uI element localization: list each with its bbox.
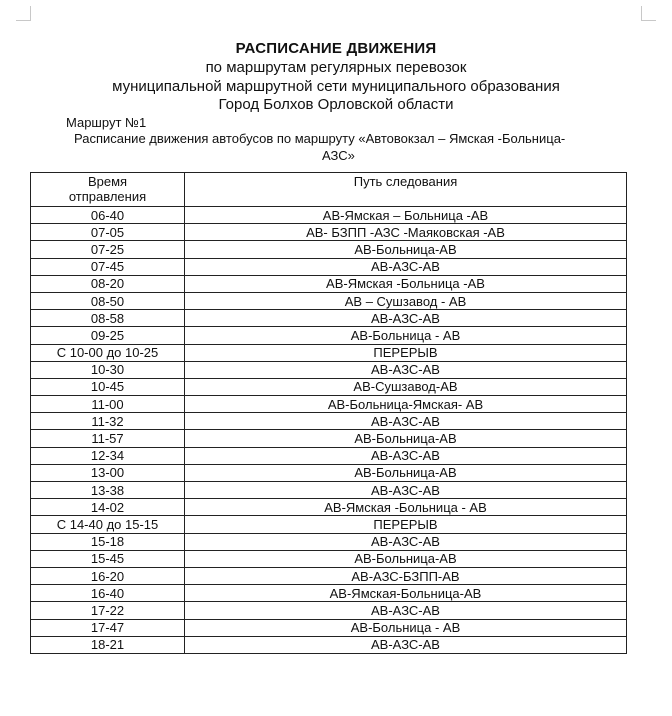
route-path-cell: АВ-Больница - АВ — [185, 619, 627, 636]
table-row — [31, 327, 627, 344]
departure-time-cell: 13-00 — [31, 464, 185, 481]
route-path-cell: АВ-АЗС-АВ — [185, 533, 627, 550]
header-time-line-1: Время — [87, 174, 128, 189]
route-path-cell: АВ-АЗС-АВ — [185, 361, 627, 378]
route-path-cell: АВ-АЗС-АВ — [185, 482, 627, 499]
document-subtitle-2: муниципальной маршрутной сети муниципального образования — [112, 78, 560, 95]
table-row — [31, 464, 627, 481]
schedule-body — [31, 207, 627, 654]
route-path-cell: АВ-Сушзавод-АВ — [185, 378, 627, 395]
route-description-line-2: АЗС» — [322, 148, 355, 163]
table-row — [31, 636, 627, 653]
route-description-line-1: Расписание движения автобусов по маршруту «Автовокзал – Ямская -Больница- — [74, 131, 566, 146]
route-path-cell: АВ-Больница-АВ — [185, 464, 627, 481]
route-path-cell: АВ-Ямская – Больница -АВ — [185, 207, 627, 224]
table-row — [31, 396, 627, 413]
header-time-line-2: отправления — [68, 189, 147, 204]
route-path-cell: АВ-АЗС-АВ — [185, 258, 627, 275]
departure-time-cell: 11-00 — [31, 396, 185, 413]
header-route-path: Путь следования — [185, 173, 627, 207]
route-path-cell: АВ-Ямская -Больница -АВ — [185, 275, 627, 292]
departure-time-cell: С 14-40 до 15-15 — [31, 516, 185, 533]
table-row — [31, 413, 627, 430]
route-path-cell: АВ-Больница-АВ — [185, 241, 627, 258]
departure-time-cell: 08-58 — [31, 310, 185, 327]
departure-time-cell: 07-25 — [31, 241, 185, 258]
table-row — [31, 224, 627, 241]
table-row — [31, 550, 627, 567]
departure-time-cell: 07-05 — [31, 224, 185, 241]
table-row — [31, 275, 627, 292]
table-row — [31, 310, 627, 327]
departure-time-cell: С 10-00 до 10-25 — [31, 344, 185, 361]
route-path-cell: АВ- БЗПП -АЗС -Маяковская -АВ — [185, 224, 627, 241]
table-row — [31, 585, 627, 602]
table-row — [31, 430, 627, 447]
header-departure-time — [31, 173, 185, 207]
crop-mark-top-left — [16, 6, 31, 21]
table-row — [31, 533, 627, 550]
departure-time-cell: 16-20 — [31, 567, 185, 584]
route-path-cell: АВ-АЗС-АВ — [185, 447, 627, 464]
route-path-cell: АВ-Ямская -Больница - АВ — [185, 499, 627, 516]
route-number: Маршрут №1 — [66, 115, 147, 130]
table-row — [31, 516, 627, 533]
route-path-cell: АВ-Больница-АВ — [185, 430, 627, 447]
route-path-cell: АВ-Больница-АВ — [185, 550, 627, 567]
table-row — [31, 292, 627, 309]
table-row — [31, 602, 627, 619]
route-path-cell: АВ-АЗС-АВ — [185, 636, 627, 653]
route-path-cell: АВ-АЗС-АВ — [185, 602, 627, 619]
departure-time-cell: 08-50 — [31, 292, 185, 309]
departure-time-cell: 12-34 — [31, 447, 185, 464]
route-path-cell: АВ-АЗС-БЗПП-АВ — [185, 567, 627, 584]
route-path-cell: АВ – Сушзавод - АВ — [185, 292, 627, 309]
crop-mark-top-right — [641, 6, 656, 21]
departure-time-cell: 15-45 — [31, 550, 185, 567]
departure-time-cell: 15-18 — [31, 533, 185, 550]
route-path-cell: ПЕРЕРЫВ — [185, 344, 627, 361]
table-row — [31, 482, 627, 499]
table-row — [31, 619, 627, 636]
table-row — [31, 567, 627, 584]
table-row — [31, 447, 627, 464]
document-subtitle-1: по маршрутам регулярных перевозок — [205, 59, 467, 76]
table-row — [31, 258, 627, 275]
departure-time-cell: 11-32 — [31, 413, 185, 430]
document-title: РАСПИСАНИЕ ДВИЖЕНИЯ — [235, 40, 437, 57]
departure-time-cell: 06-40 — [31, 207, 185, 224]
departure-time-cell: 14-02 — [31, 499, 185, 516]
departure-time-cell: 09-25 — [31, 327, 185, 344]
table-row — [31, 207, 627, 224]
table-row — [31, 361, 627, 378]
route-path-cell: АВ-Больница - АВ — [185, 327, 627, 344]
departure-time-cell: 10-45 — [31, 378, 185, 395]
table-row — [31, 499, 627, 516]
departure-time-cell: 13-38 — [31, 482, 185, 499]
departure-time-cell: 10-30 — [31, 361, 185, 378]
schedule-header-row — [31, 173, 627, 207]
departure-time-cell: 16-40 — [31, 585, 185, 602]
route-path-cell: АВ-Ямская-Больница-АВ — [185, 585, 627, 602]
route-path-cell: АВ-АЗС-АВ — [185, 310, 627, 327]
departure-time-cell: 11-57 — [31, 430, 185, 447]
departure-time-cell: 18-21 — [31, 636, 185, 653]
departure-time-cell: 17-47 — [31, 619, 185, 636]
route-path-cell: ПЕРЕРЫВ — [185, 516, 627, 533]
route-path-cell: АВ-Больница-Ямская- АВ — [185, 396, 627, 413]
route-path-cell: АВ-АЗС-АВ — [185, 413, 627, 430]
schedule-table — [30, 172, 627, 654]
document-subtitle-3: Город Болхов Орловской области — [218, 96, 454, 113]
table-row — [31, 378, 627, 395]
departure-time-cell: 07-45 — [31, 258, 185, 275]
departure-time-cell: 08-20 — [31, 275, 185, 292]
table-row — [31, 241, 627, 258]
table-row — [31, 344, 627, 361]
departure-time-cell: 17-22 — [31, 602, 185, 619]
